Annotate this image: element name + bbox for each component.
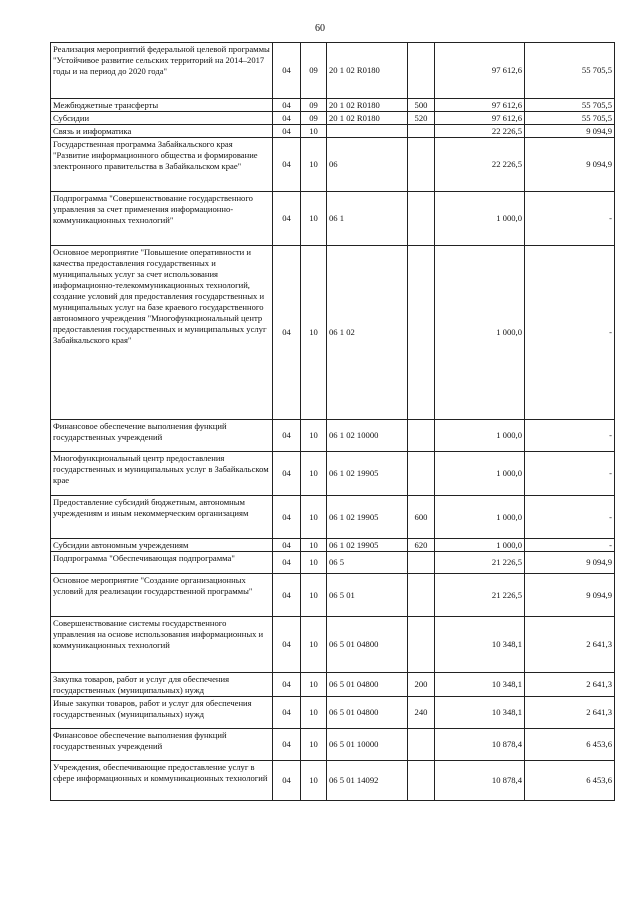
row-subsection-code: 10 (301, 673, 327, 697)
row-name: Иные закупки товаров, работ и услуг для обеспечения государственных (муниципальных) нужд (51, 697, 273, 729)
table-row (51, 496, 615, 539)
budget-table (50, 42, 615, 801)
row-expense-type (408, 729, 435, 761)
table-row (51, 246, 615, 420)
row-amount-2: 2 641,3 (525, 697, 615, 729)
row-section-code: 04 (273, 729, 301, 761)
row-amount-2: 9 094,9 (525, 138, 615, 192)
row-subsection-code: 10 (301, 697, 327, 729)
table-row (51, 420, 615, 452)
row-name: Закупка товаров, работ и услуг для обеспечения государственных (муниципальных) нужд (51, 673, 273, 697)
table-row (51, 138, 615, 192)
row-amount-2: - (525, 420, 615, 452)
row-expense-type (408, 552, 435, 574)
row-amount-2: - (525, 452, 615, 496)
row-amount-1: 1 000,0 (435, 192, 525, 246)
row-section-code: 04 (273, 125, 301, 138)
row-subsection-code: 10 (301, 125, 327, 138)
row-subsection-code: 09 (301, 112, 327, 125)
row-expense-type (408, 125, 435, 138)
row-target-article: 20 1 02 R0180 (327, 112, 408, 125)
row-amount-2: 55 705,5 (525, 99, 615, 112)
row-amount-1: 97 612,6 (435, 112, 525, 125)
row-amount-1: 1 000,0 (435, 246, 525, 420)
row-amount-1: 10 348,1 (435, 673, 525, 697)
row-name: Подпрограмма "Совершенствование государственного управления за счет применения информационно-коммуникационных технологий" (51, 192, 273, 246)
table-row (51, 112, 615, 125)
row-amount-2: 6 453,6 (525, 729, 615, 761)
row-amount-1: 1 000,0 (435, 420, 525, 452)
row-amount-1: 10 878,4 (435, 761, 525, 801)
row-target-article: 06 1 02 (327, 246, 408, 420)
row-subsection-code: 09 (301, 99, 327, 112)
row-section-code: 04 (273, 138, 301, 192)
row-target-article: 06 1 (327, 192, 408, 246)
row-target-article: 06 5 (327, 552, 408, 574)
table-row (51, 43, 615, 99)
row-target-article (327, 125, 408, 138)
row-amount-1: 22 226,5 (435, 138, 525, 192)
row-name: Субсидии автономным учреждениям (51, 539, 273, 552)
row-subsection-code: 10 (301, 617, 327, 673)
row-target-article: 06 1 02 19905 (327, 496, 408, 539)
row-amount-2: 9 094,9 (525, 574, 615, 617)
row-section-code: 04 (273, 617, 301, 673)
row-amount-2: - (525, 246, 615, 420)
row-expense-type: 600 (408, 496, 435, 539)
row-section-code: 04 (273, 697, 301, 729)
table-row (51, 729, 615, 761)
row-amount-1: 1 000,0 (435, 496, 525, 539)
row-expense-type (408, 246, 435, 420)
table-row (51, 539, 615, 552)
row-section-code: 04 (273, 574, 301, 617)
row-section-code: 04 (273, 761, 301, 801)
row-section-code: 04 (273, 99, 301, 112)
row-subsection-code: 10 (301, 246, 327, 420)
row-section-code: 04 (273, 539, 301, 552)
row-name: Совершенствование системы государственного управления на основе использования информационных и коммуникационных технологий (51, 617, 273, 673)
row-name: Основное мероприятие "Создание организационных условий для реализации государственной программы" (51, 574, 273, 617)
row-amount-1: 97 612,6 (435, 99, 525, 112)
row-expense-type (408, 452, 435, 496)
row-amount-2: - (525, 539, 615, 552)
row-section-code: 04 (273, 192, 301, 246)
row-subsection-code: 10 (301, 552, 327, 574)
row-target-article: 06 1 02 19905 (327, 452, 408, 496)
row-target-article: 20 1 02 R0180 (327, 43, 408, 99)
table-row (51, 452, 615, 496)
table-row (51, 574, 615, 617)
table-row (51, 697, 615, 729)
row-section-code: 04 (273, 452, 301, 496)
row-expense-type: 620 (408, 539, 435, 552)
row-section-code: 04 (273, 112, 301, 125)
row-section-code: 04 (273, 673, 301, 697)
row-amount-2: 2 641,3 (525, 617, 615, 673)
row-subsection-code: 10 (301, 138, 327, 192)
row-amount-2: 55 705,5 (525, 112, 615, 125)
row-amount-1: 1 000,0 (435, 452, 525, 496)
row-expense-type: 520 (408, 112, 435, 125)
table-row (51, 761, 615, 801)
row-target-article: 06 5 01 04800 (327, 673, 408, 697)
row-expense-type (408, 617, 435, 673)
row-subsection-code: 10 (301, 761, 327, 801)
row-name: Межбюджетные трансферты (51, 99, 273, 112)
row-name: Финансовое обеспечение выполнения функций государственных учреждений (51, 729, 273, 761)
row-name: Субсидии (51, 112, 273, 125)
row-subsection-code: 09 (301, 43, 327, 99)
row-name: Реализация мероприятий федеральной целевой программы "Устойчивое развитие сельских территорий на 2014–2017 годы и на период до 2020 года" (51, 43, 273, 99)
row-expense-type: 240 (408, 697, 435, 729)
row-target-article: 06 5 01 04800 (327, 617, 408, 673)
row-section-code: 04 (273, 246, 301, 420)
row-amount-1: 1 000,0 (435, 539, 525, 552)
row-subsection-code: 10 (301, 420, 327, 452)
row-expense-type (408, 761, 435, 801)
row-amount-2: 9 094,9 (525, 552, 615, 574)
row-expense-type (408, 420, 435, 452)
row-amount-1: 10 878,4 (435, 729, 525, 761)
row-target-article: 06 5 01 (327, 574, 408, 617)
row-subsection-code: 10 (301, 729, 327, 761)
row-amount-2: 55 705,5 (525, 43, 615, 99)
row-name: Финансовое обеспечение выполнения функций государственных учреждений (51, 420, 273, 452)
row-target-article: 06 5 01 04800 (327, 697, 408, 729)
row-subsection-code: 10 (301, 496, 327, 539)
table-body (51, 43, 615, 801)
row-amount-1: 21 226,5 (435, 552, 525, 574)
row-expense-type (408, 43, 435, 99)
row-subsection-code: 10 (301, 574, 327, 617)
row-name: Связь и информатика (51, 125, 273, 138)
row-subsection-code: 10 (301, 192, 327, 246)
row-amount-1: 10 348,1 (435, 697, 525, 729)
table-row (51, 125, 615, 138)
row-name: Многофункциональный центр предоставления государственных и муниципальных услуг в Забайкальском крае (51, 452, 273, 496)
row-amount-2: - (525, 192, 615, 246)
row-amount-1: 21 226,5 (435, 574, 525, 617)
row-amount-1: 97 612,6 (435, 43, 525, 99)
row-amount-2: - (525, 496, 615, 539)
row-name: Подпрограмма "Обеспечивающая подпрограмма" (51, 552, 273, 574)
row-name: Государственная программа Забайкальского края "Развитие информационного общества и формирование электронного правительства в Забайкальском крае" (51, 138, 273, 192)
row-target-article: 06 1 02 10000 (327, 420, 408, 452)
row-expense-type (408, 574, 435, 617)
row-name: Учреждения, обеспечивающие предоставление услуг в сфере информационных и коммуникационных технологий (51, 761, 273, 801)
row-amount-2: 2 641,3 (525, 673, 615, 697)
row-target-article: 20 1 02 R0180 (327, 99, 408, 112)
table-row (51, 617, 615, 673)
row-expense-type (408, 138, 435, 192)
row-name: Предоставление субсидий бюджетным, автономным учреждениям и иным некоммерческим организациям (51, 496, 273, 539)
row-target-article: 06 5 01 10000 (327, 729, 408, 761)
row-expense-type: 200 (408, 673, 435, 697)
row-section-code: 04 (273, 496, 301, 539)
table-row (51, 99, 615, 112)
row-expense-type (408, 192, 435, 246)
row-target-article: 06 1 02 19905 (327, 539, 408, 552)
table-row (51, 552, 615, 574)
row-section-code: 04 (273, 552, 301, 574)
table-row (51, 192, 615, 246)
row-name: Основное мероприятие "Повышение оперативности и качества предоставления государственных и муниципальных услуг за счет использования информационно-телекоммуникационных технологий, создание условий для предоставления государственных и муниципальных услуг на базе краевого государственного автономного учреждения "Многофункциональный центр предоставления государственных и муниципальных услуг Забайкальского края" (51, 246, 273, 420)
row-section-code: 04 (273, 420, 301, 452)
page-number: 60 (315, 23, 325, 34)
row-target-article: 06 5 01 14092 (327, 761, 408, 801)
row-amount-2: 6 453,6 (525, 761, 615, 801)
row-subsection-code: 10 (301, 452, 327, 496)
row-target-article: 06 (327, 138, 408, 192)
table-row (51, 673, 615, 697)
row-amount-2: 9 094,9 (525, 125, 615, 138)
row-amount-1: 22 226,5 (435, 125, 525, 138)
row-subsection-code: 10 (301, 539, 327, 552)
row-section-code: 04 (273, 43, 301, 99)
row-amount-1: 10 348,1 (435, 617, 525, 673)
row-expense-type: 500 (408, 99, 435, 112)
